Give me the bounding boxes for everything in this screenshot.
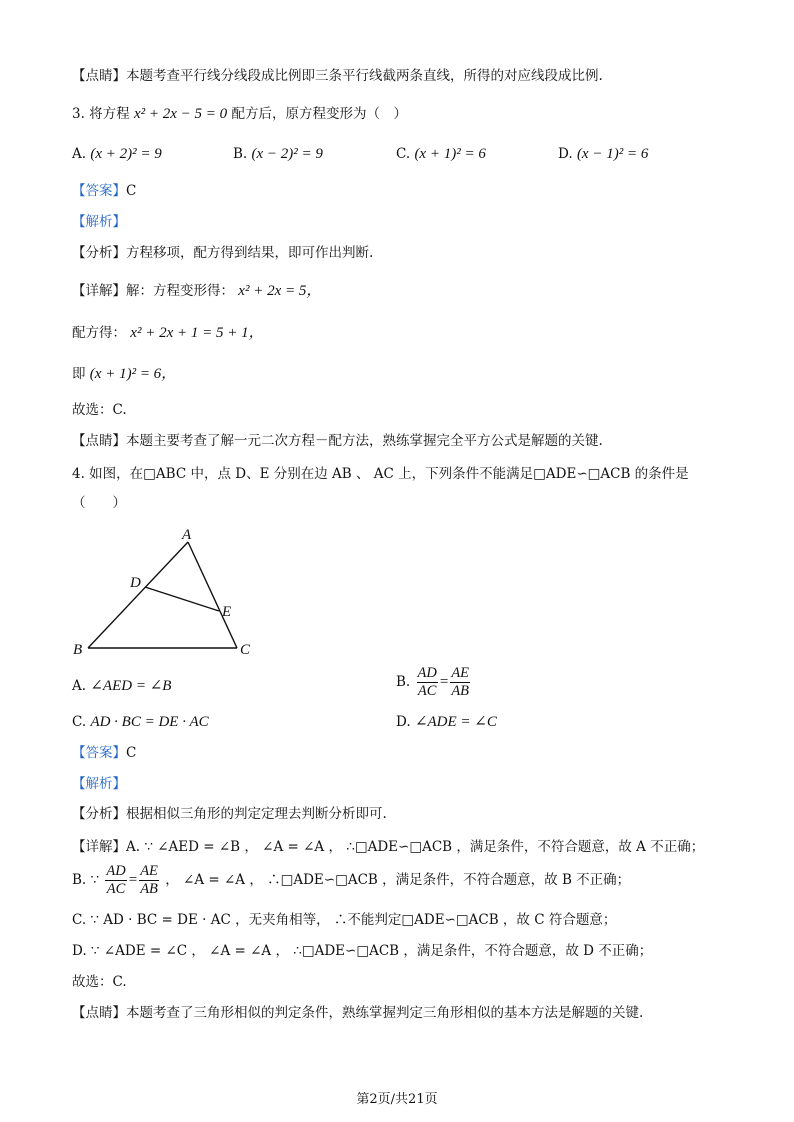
label-e: E: [222, 604, 232, 620]
q3-analysis-tag: 【解析】: [72, 214, 126, 230]
denominator: AC: [417, 683, 437, 699]
option-expr: (x + 2)² = 9: [90, 146, 162, 162]
step-prefix: 配方得：: [72, 325, 126, 341]
denominator: AB: [451, 683, 470, 699]
q3-step3: [72, 364, 176, 384]
side-ab: [88, 542, 188, 648]
option-label: A.: [72, 146, 87, 162]
label-c: C: [240, 642, 251, 658]
q3-stem-suffix: 配方后，原方程变形为（ ）: [231, 106, 407, 122]
fraction-ae-ab: [450, 665, 470, 700]
side-ac: [188, 542, 237, 648]
q3-analysis: 【分析】方程移项，配方得到结果，即可作出判断.: [72, 245, 374, 261]
answer-value: C: [126, 745, 137, 761]
fraction-ad-ac: [105, 863, 126, 898]
q2-comment: 【点睛】本题考查平行线分线段成比例即三条平行线截两条直线，所得的对应线段成比例.: [72, 68, 603, 84]
q4-detail-d: D. ∵ ∠ADE = ∠C ， ∠A = ∠A ， ∴□ADE∽□ACB ，满足条件，不符合题意，故 D 不正确；: [72, 943, 653, 959]
q3-stem-prefix: 3. 将方程: [72, 106, 130, 122]
q3-comment: 【点睛】本题主要考查了解一元二次方程－配方法，熟练掌握完全平方公式是解题的关键.: [72, 433, 603, 449]
q4-option-d: [396, 711, 497, 733]
numerator: AE: [451, 665, 470, 681]
q4-stem-line2: （ ）: [72, 495, 126, 511]
numerator: AE: [140, 863, 158, 879]
q4-detail-c: C. ∵ AD · BC = DE · AC ，无夹角相等， ∴不能判定□ADE∽□ACB ，故 C 符合题意；: [72, 912, 617, 928]
answer-tag: 【答案】: [72, 183, 126, 199]
q4-option-a: [72, 675, 171, 697]
step-equation: (x + 1)² = 6，: [89, 366, 177, 382]
equals-sign: =: [439, 674, 449, 690]
q4-comment: 【点睛】本题考查了三角形相似的判定条件，熟练掌握判定三角形相似的基本方法是解题的关键.: [72, 1005, 644, 1021]
q3-answer: [72, 181, 136, 201]
q4-option-b: [396, 665, 472, 700]
detail-equation: x² + 2x = 5，: [238, 283, 322, 299]
segment-de: [145, 587, 219, 611]
option-label: B.: [396, 674, 411, 690]
q3-option-b: [233, 143, 323, 165]
option-expr: ∠AED = ∠B: [90, 678, 172, 694]
q3-option-c: [396, 143, 486, 165]
q3-option-d: [558, 143, 648, 165]
numerator: AD: [417, 665, 437, 681]
detail-prefix: 【详解】解：方程变形得：: [72, 283, 234, 299]
detail-suffix: ， ∠A = ∠A ， ∴□ADE∽□ACB ，满足条件，不符合题意，故 B 不正确；: [165, 872, 631, 888]
option-label: C.: [396, 146, 411, 162]
fraction-ae-ab: [139, 863, 159, 898]
q4-answer: [72, 743, 136, 763]
step-prefix: 即: [72, 366, 86, 382]
label-b: B: [73, 642, 83, 658]
option-expr: (x + 1)² = 6: [414, 146, 486, 162]
step-equation: x² + 2x + 1 = 5 + 1，: [130, 325, 264, 341]
option-label: D.: [558, 146, 573, 162]
q4-option-c: [72, 711, 209, 733]
q4-stem-line1: 4. 如图，在□ABC 中，点 D、E 分别在边 AB 、 AC 上，下列条件不能满足□ADE∽□ACB 的条件是: [72, 466, 689, 482]
q4-choose: 故选：C.: [72, 974, 127, 990]
q4-detail-b: B. ∵ $\frac{AD}{AC}$ = $\frac{AE}{AB}$ ， ∠A = ∠A ， ∴□ADE∽□ACB ，满足条件，不符合题意，故 B 不正确；: [72, 863, 631, 897]
option-label: D.: [396, 714, 411, 730]
q3-option-a: [72, 143, 162, 165]
option-label: A.: [72, 678, 87, 694]
option-label: B.: [233, 146, 248, 162]
option-expr: (x − 2)² = 9: [251, 146, 323, 162]
triangle-figure: [72, 524, 262, 660]
option-label: C.: [72, 714, 87, 730]
q4-analysis: 【分析】根据相似三角形的判定定理去判断分析即可.: [72, 806, 387, 822]
q3-stem: [72, 104, 407, 124]
option-expr: (x − 1)² = 6: [576, 146, 649, 162]
denominator: AB: [140, 881, 158, 897]
numerator: AD: [106, 863, 126, 879]
answer-value: C: [126, 183, 137, 199]
label-d: D: [130, 575, 141, 591]
page-footer: 第2页/共21页: [356, 1092, 438, 1107]
q3-stem-equation: x² + 2x − 5 = 0: [133, 106, 228, 122]
option-expr: ∠ADE = ∠C: [414, 714, 497, 730]
option-expr: AD · BC = DE · AC: [90, 714, 209, 730]
fraction-ad-ac: [417, 665, 438, 700]
q3-detail: [72, 281, 321, 301]
denominator: AC: [106, 881, 126, 897]
q4-detail-a: 【详解】A. ∵ ∠AED = ∠B ， ∠A = ∠A ， ∴□ADE∽□ACB ，满足条件，不符合题意，故 A 不正确；: [72, 839, 705, 855]
q3-choose: 故选：C.: [72, 402, 127, 418]
q3-step2: [72, 323, 264, 343]
answer-tag: 【答案】: [72, 745, 126, 761]
detail-prefix: B. ∵: [72, 872, 100, 888]
label-a: A: [182, 527, 192, 543]
q4-analysis-tag: 【解析】: [72, 776, 126, 792]
